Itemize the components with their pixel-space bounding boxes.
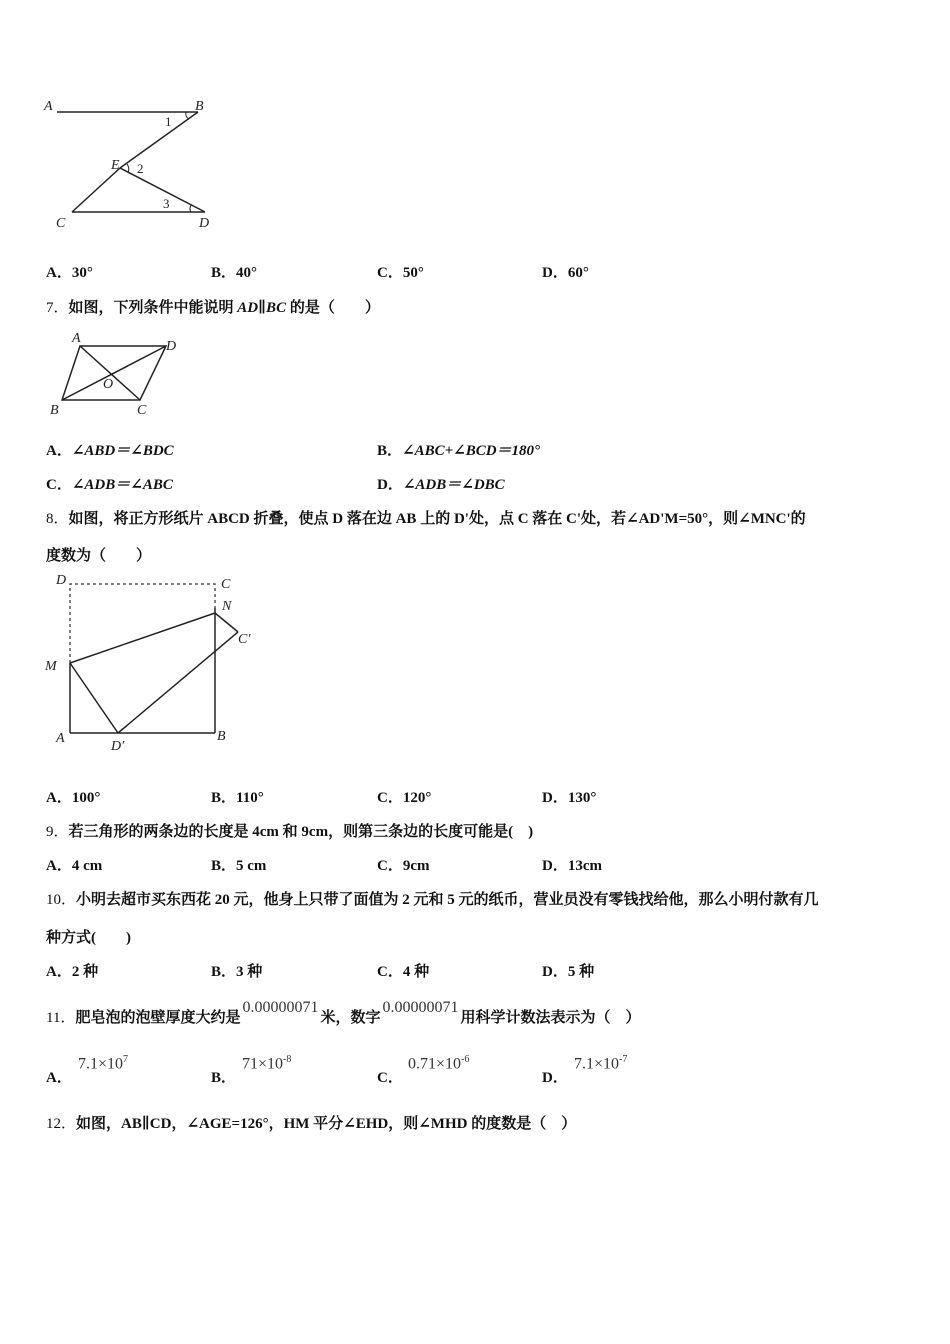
point-d-label: D	[166, 339, 177, 354]
point-c-label: C	[56, 216, 66, 231]
q6-option-c[interactable]: C．50°	[377, 265, 424, 281]
q10-stem-line2: 种方式( )	[46, 930, 131, 946]
segment-md	[70, 663, 118, 733]
q7-option-c[interactable]: C．∠ADB＝∠ABC	[46, 477, 173, 493]
q8-option-d[interactable]: D．130°	[542, 790, 597, 806]
point-e-label: E	[111, 158, 120, 173]
q11-value-1: 0.00000071	[242, 999, 319, 1016]
q11-option-a-letter[interactable]: A．	[46, 1070, 72, 1086]
q9-stem: 9．若三角形的两条边的长度是 4cm 和 9cm，则第三条边的长度可能是( )	[46, 824, 534, 840]
q11-option-a-value[interactable]: $7.1\times 10^7$	[78, 1054, 129, 1073]
q6-option-d[interactable]: D．60°	[542, 265, 589, 281]
q8-option-b[interactable]: B．110°	[211, 790, 264, 806]
point-c-label: C	[221, 577, 231, 592]
q7-option-a[interactable]: A．∠ABD＝∠BDC	[46, 443, 174, 459]
q9-option-c[interactable]: C．9cm	[377, 858, 430, 874]
dashed-original-top	[70, 584, 215, 663]
point-a-label: A	[72, 331, 81, 346]
q10-option-b[interactable]: B．3 种	[211, 964, 263, 980]
point-dprime-label: D′	[111, 739, 125, 754]
q9-option-b[interactable]: B．5 cm	[211, 858, 267, 874]
point-m-label: M	[45, 659, 57, 674]
q10-stem-line1: 10．小明去超市买东西花 20 元，他身上只带了面值为 2 元和 5 元的纸币，营业员没有零钱找给他，那么小明付款有几	[46, 892, 819, 908]
q8-stem-line2: 度数为（ ）	[46, 548, 152, 564]
point-d-label: D	[56, 573, 67, 588]
q11-option-d-value[interactable]: $7.1\times 10^{-7}$	[574, 1054, 628, 1073]
point-cprime-label: C′	[238, 632, 251, 647]
segment-ec	[72, 168, 120, 212]
angle-3-label: 3	[163, 196, 170, 211]
point-b-label: B	[195, 99, 204, 114]
point-b-label: B	[50, 403, 59, 418]
q9-option-d[interactable]: D．13cm	[542, 858, 602, 874]
q8-stem-line1: 8．如图，将正方形纸片 ABCD 折叠，使点 D 落在边 AB 上的 D'处，点 C 落在 C'处，若∠AD'M=50°，则∠MNC'的	[46, 511, 806, 527]
q11-option-c-letter[interactable]: C．	[377, 1070, 403, 1086]
segment-dc	[118, 632, 238, 733]
q10-option-a[interactable]: A．2 种	[46, 964, 99, 980]
segment-be	[120, 112, 198, 168]
point-a-label: A	[44, 99, 53, 114]
angle-1-label: 1	[165, 114, 172, 129]
q12-stem: 12．如图，AB∥CD，∠AGE=126°，HM 平分∠EHD，则∠MHD 的度数是（ ）	[46, 1116, 577, 1132]
q11-option-c-value[interactable]: $0.71\times 10^{-6}$	[408, 1054, 470, 1073]
q8-figure	[40, 570, 270, 755]
q6-figure	[40, 92, 230, 237]
q10-option-d[interactable]: D．5 种	[542, 964, 595, 980]
q7-option-d[interactable]: D．∠ADB＝∠DBC	[377, 477, 505, 493]
q11-option-d-letter[interactable]: D．	[542, 1070, 568, 1086]
fold-mn	[70, 613, 215, 663]
q11-value-2: 0.00000071	[382, 999, 459, 1016]
q11-option-b-letter[interactable]: B．	[211, 1070, 237, 1086]
q11-stem: 11．肥皂泡的泡壁厚度大约是0.00000071米，数字0.00000071用科学计数法表示为（ ）	[46, 999, 641, 1026]
point-n-label: N	[222, 599, 232, 614]
point-c-label: C	[137, 403, 147, 418]
q7-option-b[interactable]: B．∠ABC+∠BCD＝180°	[377, 443, 541, 459]
q6-option-b[interactable]: B．40°	[211, 265, 258, 281]
point-o-label: O	[103, 377, 114, 392]
point-d-label: D	[199, 216, 210, 231]
q6-option-a[interactable]: A．30°	[46, 265, 93, 281]
q9-option-a[interactable]: A．4 cm	[46, 858, 103, 874]
q10-option-c[interactable]: C．4 种	[377, 964, 430, 980]
point-b-label: B	[217, 729, 226, 744]
segment-cn	[215, 613, 238, 632]
q8-option-c[interactable]: C．120°	[377, 790, 432, 806]
q7-figure	[42, 328, 192, 420]
angle-2-label: 2	[137, 161, 144, 176]
angle-3-arc	[190, 205, 191, 212]
point-a-label: A	[56, 731, 65, 746]
q11-option-b-value[interactable]: $71\times 10^{-8}$	[242, 1054, 292, 1073]
q8-option-a[interactable]: A．100°	[46, 790, 101, 806]
q7-stem: 7．如图，下列条件中能说明 AD∥BC 的是（ ）	[46, 300, 380, 316]
